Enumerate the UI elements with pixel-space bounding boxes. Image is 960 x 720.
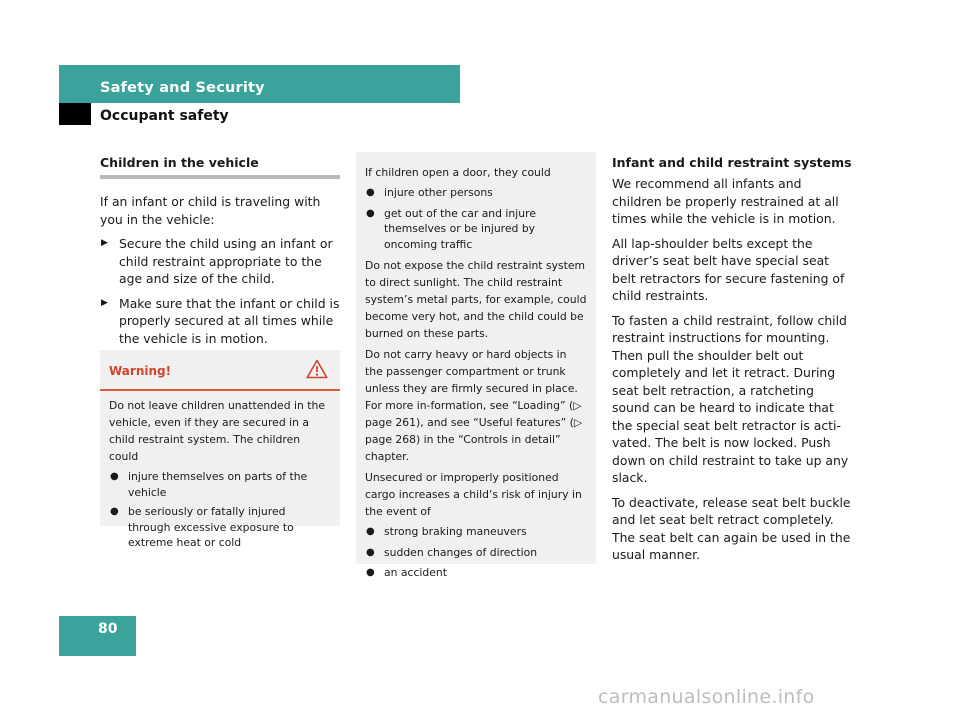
list-item: [365, 565, 587, 581]
page-reference-icon: ▷: [573, 416, 583, 429]
instruction-step-text: Secure the child using an infant or child restraint appropriate to the age and size of the child.: [119, 236, 333, 286]
body-paragraph: We recommend all infants and children be properly restrained at all times while the vehicle is in motion.: [612, 176, 839, 226]
middle-column-panel: [356, 152, 596, 579]
sunlight-paragraph: Do not expose the child restraint system to direct sunlight. The child restraint system’s metal parts, for example, could become very hot, and the child could be burned on these parts.: [365, 259, 587, 340]
bullet-icon: ●: [366, 567, 375, 578]
left-column: [100, 155, 340, 354]
list-item: [109, 504, 331, 551]
subsection-title: Occupant safety: [100, 108, 229, 124]
cargo-text-part: Do not carry heavy or hard objects in the passenger compartment or trunk unless they are firmly secured in place. For more in-formation, see “Loading” (: [365, 348, 578, 412]
instruction-step: [100, 235, 340, 288]
bullet-icon: ●: [366, 526, 375, 537]
cargo-paragraph: [365, 346, 587, 465]
bullet-icon: ●: [366, 546, 375, 558]
door-intro-text: If children open a door, they could: [365, 166, 551, 179]
warning-triangle-icon: [306, 359, 328, 379]
arrow-bullet-icon: ▶: [101, 238, 108, 248]
warning-box: [100, 350, 340, 549]
bullet-icon: ●: [110, 506, 119, 517]
list-item-text: injure other persons: [384, 186, 493, 199]
instruction-step: [100, 295, 340, 348]
right-column: [612, 155, 852, 571]
list-item: [365, 185, 587, 201]
warning-text: Do not leave children unattended in the vehicle, even if they are secured in a child restraint system. The children could: [109, 399, 325, 463]
section-rule: [100, 175, 340, 179]
list-item: [365, 545, 587, 561]
list-item-text: get out of the car and injure themselves or be injured by oncoming traffic: [384, 206, 536, 251]
list-item-text: be seriously or fatally injured through excessive exposure to extreme heat or cold: [128, 505, 294, 549]
list-item-text: an accident: [384, 566, 447, 579]
instruction-step-text: Make sure that the infant or child is properly secured at all times while the vehicle is in motion.: [119, 295, 340, 346]
warning-label: Warning!: [109, 364, 172, 378]
body-paragraph: All lap-shoulder belts except the driver’s seat belt have special seat belt retractors for secure fastening of child restraints.: [612, 235, 845, 303]
list-item-text: strong braking maneuvers: [384, 525, 527, 538]
intro-text: If an infant or child is traveling with you in the vehicle:: [100, 194, 321, 227]
list-item: [109, 469, 331, 500]
header-marker: [59, 103, 91, 125]
list-item-text: sudden changes of direction: [384, 545, 538, 559]
body-paragraph: To deactivate, release seat belt buckle and let seat belt retract completely. The seat belt can again be used in the usual manner.: [612, 494, 851, 562]
page-number: 80: [98, 621, 118, 637]
list-item: [365, 206, 587, 253]
bullet-icon: ●: [366, 207, 375, 219]
children-section-title: Children in the vehicle: [100, 155, 259, 170]
warning-header: [100, 350, 340, 391]
list-item: [365, 524, 587, 540]
bullet-icon: ●: [366, 187, 375, 198]
section-header-title: Safety and Security: [100, 80, 265, 96]
page-reference-icon: ▷: [573, 399, 582, 412]
list-item-text: injure themselves on parts of the vehicle: [128, 470, 308, 499]
cargo-text-part: page 268) in the “Controls in detail” chapter.: [365, 433, 561, 463]
watermark: carmanualsonline.info: [598, 686, 815, 708]
bullet-icon: ●: [110, 471, 119, 482]
restraint-systems-title: Infant and child restraint systems: [612, 155, 852, 170]
body-paragraph: To fasten a child restraint, follow child restraint instructions for mounting. Then pull the shoulder belt out completely and let it retract. During seat belt retraction, a ratcheting sound can be heard to indicate that the special seat belt retractor is acti-vated. The belt is now locked. Push down on child restraint to take up any slack.: [612, 312, 849, 485]
warning-body: [100, 391, 340, 551]
arrow-bullet-icon: ▶: [101, 297, 108, 308]
cargo-text-part: page 261), and see “Useful features” (: [365, 416, 574, 429]
unsecured-cargo-paragraph: Unsecured or improperly positioned cargo increases a child’s risk of injury in the event of: [365, 471, 582, 518]
